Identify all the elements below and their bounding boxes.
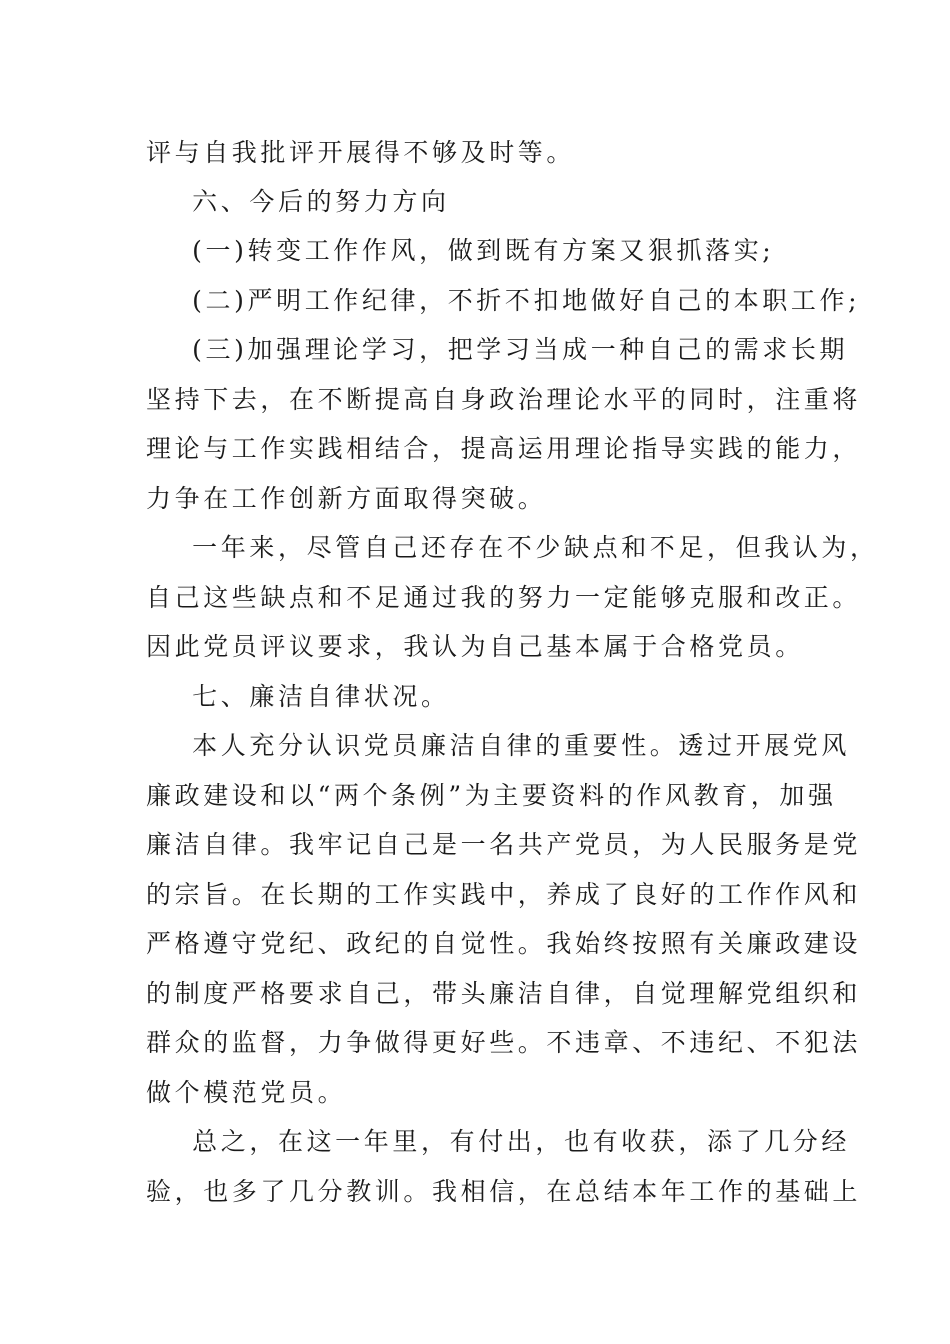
paragraph-start: 一年来，尽管自己还存在不少缺点和不足，但我认为， — [146, 533, 879, 562]
text-line: 坚持下去，在不断提高自身政治理论水平的同时，注重将 — [146, 385, 862, 414]
paragraph-start: 本人充分认识党员廉洁自律的重要性。透过开展党风 — [146, 731, 850, 760]
text-line: 评与自我批评开展得不够及时等。 — [146, 138, 576, 167]
list-item-one: (一)转变工作作风，做到既有方案又狠抓落实; — [146, 236, 775, 265]
text-line: 力争在工作创新方面取得突破。 — [146, 484, 547, 513]
text-line: 廉洁自律。我牢记自己是一名共产党员，为人民服务是党 — [146, 830, 862, 859]
heading-seven: 七、廉洁自律状况。 — [146, 682, 450, 711]
text-line: 理论与工作实践相结合，提高运用理论指导实践的能力， — [146, 434, 862, 463]
text-line: 做个模范党员。 — [146, 1078, 347, 1107]
text-line: 廉政建设和以“两个条例”为主要资料的作风教育，加强 — [146, 781, 837, 810]
text-line: 验，也多了几分教训。我相信，在总结本年工作的基础上 — [146, 1177, 862, 1206]
list-item-three: (三)加强理论学习，把学习当成一种自己的需求长期 — [146, 335, 849, 364]
text-line: 的宗旨。在长期的工作实践中，养成了良好的工作作风和 — [146, 880, 862, 909]
text-line: 群众的监督，力争做得更好些。不违章、不违纪、不犯法 — [146, 1028, 862, 1057]
text-line: 的制度严格要求自己，带头廉洁自律，自觉理解党组织和 — [146, 979, 862, 1008]
text-line: 因此党员评议要求，我认为自己基本属于合格党员。 — [146, 632, 804, 661]
paragraph-start: 总之，在这一年里，有付出，也有收获，添了几分经 — [146, 1127, 850, 1156]
text-line: 自己这些缺点和不足通过我的努力一定能够克服和改正。 — [146, 583, 862, 612]
heading-six: 六、今后的努力方向 — [146, 187, 450, 216]
list-item-two: (二)严明工作纪律，不折不扣地做好自己的本职工作; — [146, 286, 861, 315]
text-line: 严格遵守党纪、政纪的自觉性。我始终按照有关廉政建设 — [146, 929, 862, 958]
